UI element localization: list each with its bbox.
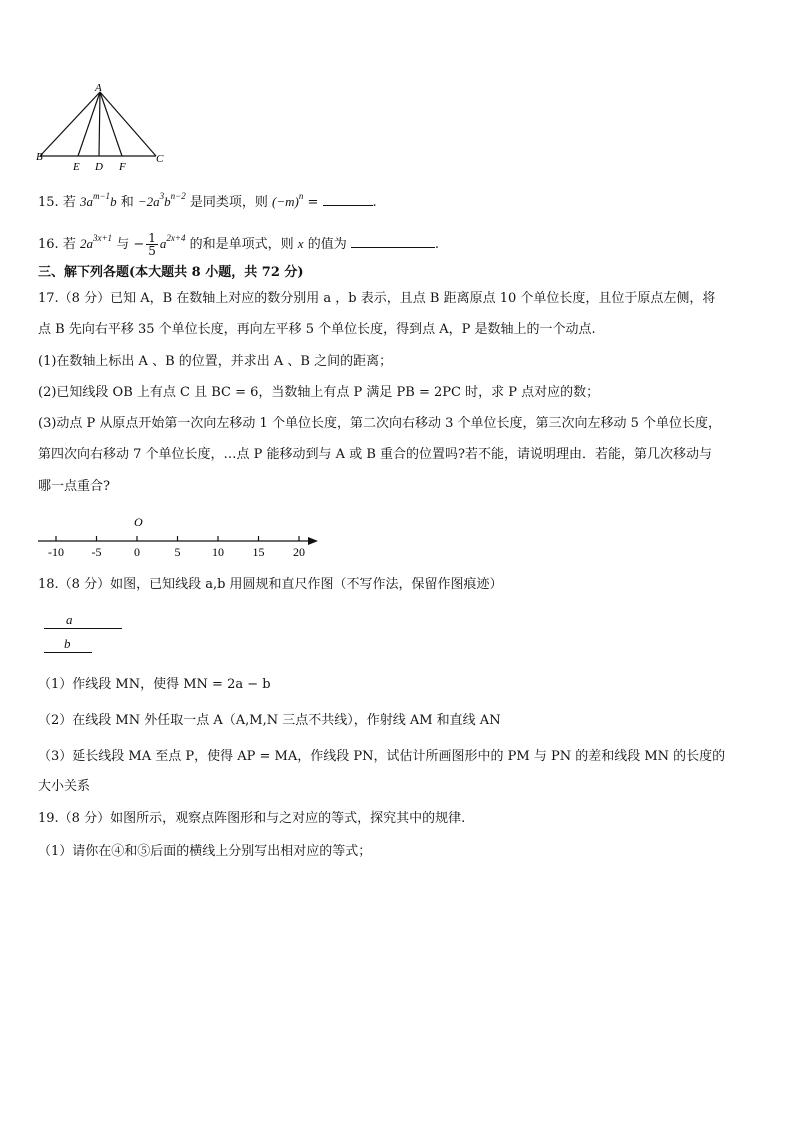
q15-term-3: −2a: [137, 194, 160, 209]
side-ac: [100, 92, 156, 156]
segment-b-label: b: [64, 636, 71, 651]
q16-answer-blank[interactable]: [351, 235, 435, 248]
q15-term-5: (−m): [272, 194, 299, 209]
label-c: C: [156, 153, 164, 165]
q15-text-1: 若: [62, 195, 76, 210]
q16-text-1: 若: [62, 237, 76, 252]
q15-exp-1: m−1: [92, 191, 111, 201]
tick-label: -10: [48, 545, 64, 559]
segment-a: [44, 614, 122, 629]
section-3-heading: 三、解下列各题(本大题共 8 小题，共 72 分): [38, 265, 304, 280]
segment-b: [44, 638, 92, 653]
q16-frac-den: 5: [148, 244, 156, 258]
q18-sub-3-line-1: （3）延长线段 MA 至点 P，使得 AP = MA，作线段 PN，试估计所画图形中的 PM 与 PN 的差和线段 MN 的长度的: [38, 749, 726, 764]
q15-exp-3: 3: [159, 191, 165, 201]
q16-text-2: 与: [116, 237, 130, 252]
q16-end: .: [434, 237, 439, 252]
q17-line-2: 点 B 先向右平移 35 个单位长度，再向左平移 5 个单位长度，得到点 A，P 是数轴上的一个动点.: [38, 322, 596, 337]
q15-text-2: 和: [120, 195, 134, 210]
q17-sub-3-line-3: 哪一点重合?: [38, 479, 110, 494]
q15-term-1: 3a: [79, 194, 93, 209]
tick-label: 5: [174, 545, 181, 559]
label-a: A: [95, 82, 102, 94]
q16-exp-2: 2x+4: [166, 233, 186, 243]
q16-term-1: 2a: [79, 236, 93, 251]
q17-sub-3-line-1: (3)动点 P 从原点开始第一次向左移动 1 个单位长度，第二次向右移动 3 个单位长度，第三次向左移动 5 个单位长度，: [38, 416, 722, 431]
q16-var-x: x: [297, 236, 304, 251]
q16-text-4: 的值为: [307, 237, 347, 252]
q15-equals: =: [307, 195, 319, 210]
segment-ae: [78, 92, 100, 156]
q15-exp-4: n−2: [170, 191, 186, 201]
q15-end: .: [372, 195, 377, 210]
segment-ad: [99, 92, 100, 156]
q18-sub-2: （2）在线段 MN 外任取一点 A（A,M,N 三点不共线），作射线 AM 和直线 AN: [38, 713, 501, 728]
segment-a-label: a: [66, 612, 73, 627]
number-line-arrow: [308, 537, 318, 545]
question-16: [38, 232, 439, 257]
question-15: [38, 193, 377, 212]
q17-sub-2: (2)已知线段 OB 上有点 C 且 BC = 6，当数轴上有点 P 满足 PB = 2PC 时，求 P 点对应的数；: [38, 385, 600, 400]
q18-sub-1: （1）作线段 MN，使得 MN = 2a − b: [38, 677, 271, 692]
q19-line-1: 19.（8 分）如图所示，观察点阵图形和与之对应的等式，探究其中的规律.: [38, 811, 466, 826]
q19-sub-1: （1）请你在④和⑤后面的横线上分别写出相对应的等式；: [38, 844, 372, 859]
tick-label: -5: [91, 545, 102, 559]
label-f: F: [119, 161, 126, 173]
label-e: E: [73, 161, 80, 173]
segment-af: [100, 92, 122, 156]
triangle-figure: [36, 82, 172, 174]
q16-number: 16.: [38, 237, 59, 252]
origin-label: O: [134, 515, 143, 529]
q15-text-3: 是同类项，则: [189, 195, 268, 210]
q17-sub-3-line-2: 第四次向右移动 7 个单位长度，…点 P 能移动到与 A 或 B 重合的位置吗?若不能，请说明理由．若能，第几次移动与: [38, 447, 712, 462]
q17-line-1: 17.（8 分）已知 A，B 在数轴上对应的数分别用 a ，b 表示，且点 B 距离原点 10 个单位长度，且位于原点左侧，将: [38, 291, 716, 306]
q16-sign: −: [133, 237, 145, 252]
label-b: B: [36, 151, 43, 163]
q18-sub-3-line-2: 大小关系: [38, 779, 91, 794]
tick-label: 15: [252, 545, 265, 559]
tick-label: 20: [293, 545, 305, 559]
q16-text-3: 的和是单项式，则: [189, 237, 294, 252]
q16-exp-1: 3x+1: [92, 233, 113, 243]
tick-label: 10: [212, 545, 224, 559]
q15-exp-5: n: [298, 191, 304, 201]
q15-answer-blank[interactable]: [323, 193, 373, 206]
q16-frac-num: 1: [148, 231, 156, 245]
q16-fraction: [146, 232, 158, 257]
q15-term-4: b: [164, 194, 171, 209]
q17-sub-1: (1)在数轴上标出 A 、B 的位置，并求出 A 、B 之间的距离；: [38, 354, 393, 369]
side-ab: [40, 92, 100, 156]
q15-term-2: b: [110, 194, 117, 209]
q16-term-2: a: [159, 236, 167, 251]
q15-number: 15.: [38, 195, 59, 210]
label-d: D: [95, 161, 103, 173]
number-line: [36, 512, 326, 562]
tick-label: 0: [134, 545, 140, 559]
q18-line-1: 18.（8 分）如图，已知线段 a,b 用圆规和直尺作图（不写作法，保留作图痕迹）: [38, 577, 503, 592]
